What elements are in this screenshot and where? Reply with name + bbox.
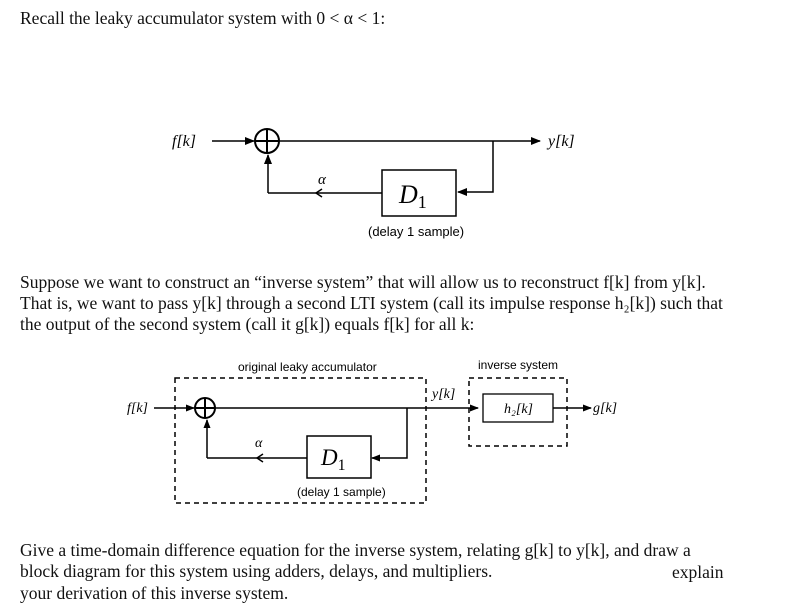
right-box-title: inverse system xyxy=(478,358,559,372)
paragraph-inverse-system: Suppose we want to construct an “inverse system” that will allow us to reconstruct f[k] from y[k]. That is, we want to pass y[k] through a second LTI system (call its impulse response h₂[k]) such that the output of the second system (call it g[k]) equals f[k] for all k: xyxy=(20,272,723,334)
paragraph-question-tail: your derivation of this inverse system. xyxy=(20,583,289,603)
intro-text: Recall the leaky accumulator system with 0 < α < 1: xyxy=(20,8,386,28)
output-label-y: y[k] xyxy=(548,133,575,150)
inverse-system-diagram xyxy=(0,350,790,520)
input-label-f: f[k] xyxy=(127,401,148,416)
adder-icon xyxy=(195,398,215,418)
inverse-block-label: h₂[k] xyxy=(504,402,533,417)
middle-label-y: y[k] xyxy=(432,387,456,402)
delay-symbol: $D_1$ xyxy=(321,445,346,474)
feedback-line xyxy=(372,408,407,458)
paragraph-question: Give a time-domain difference equation for the inverse system, relating g[k] to y[k], and draw a block diagram for this system using adders, delays, and multipliers. xyxy=(20,540,691,581)
gain-label-alpha: α xyxy=(318,172,326,188)
left-box-title: original leaky accumulator xyxy=(238,360,377,374)
delay-caption: (delay 1 sample) xyxy=(368,224,465,239)
delay-caption: (delay 1 sample) xyxy=(297,485,386,499)
input-label-f: f[k] xyxy=(172,133,196,150)
explain-text: explain xyxy=(672,562,724,582)
feedback-line xyxy=(458,141,493,192)
delay-symbol: D1 xyxy=(399,180,427,212)
adder-icon xyxy=(255,129,279,153)
gain-label-alpha: α xyxy=(255,436,263,451)
leaky-accumulator-diagram xyxy=(0,110,790,250)
output-label-g: g[k] xyxy=(593,401,618,416)
